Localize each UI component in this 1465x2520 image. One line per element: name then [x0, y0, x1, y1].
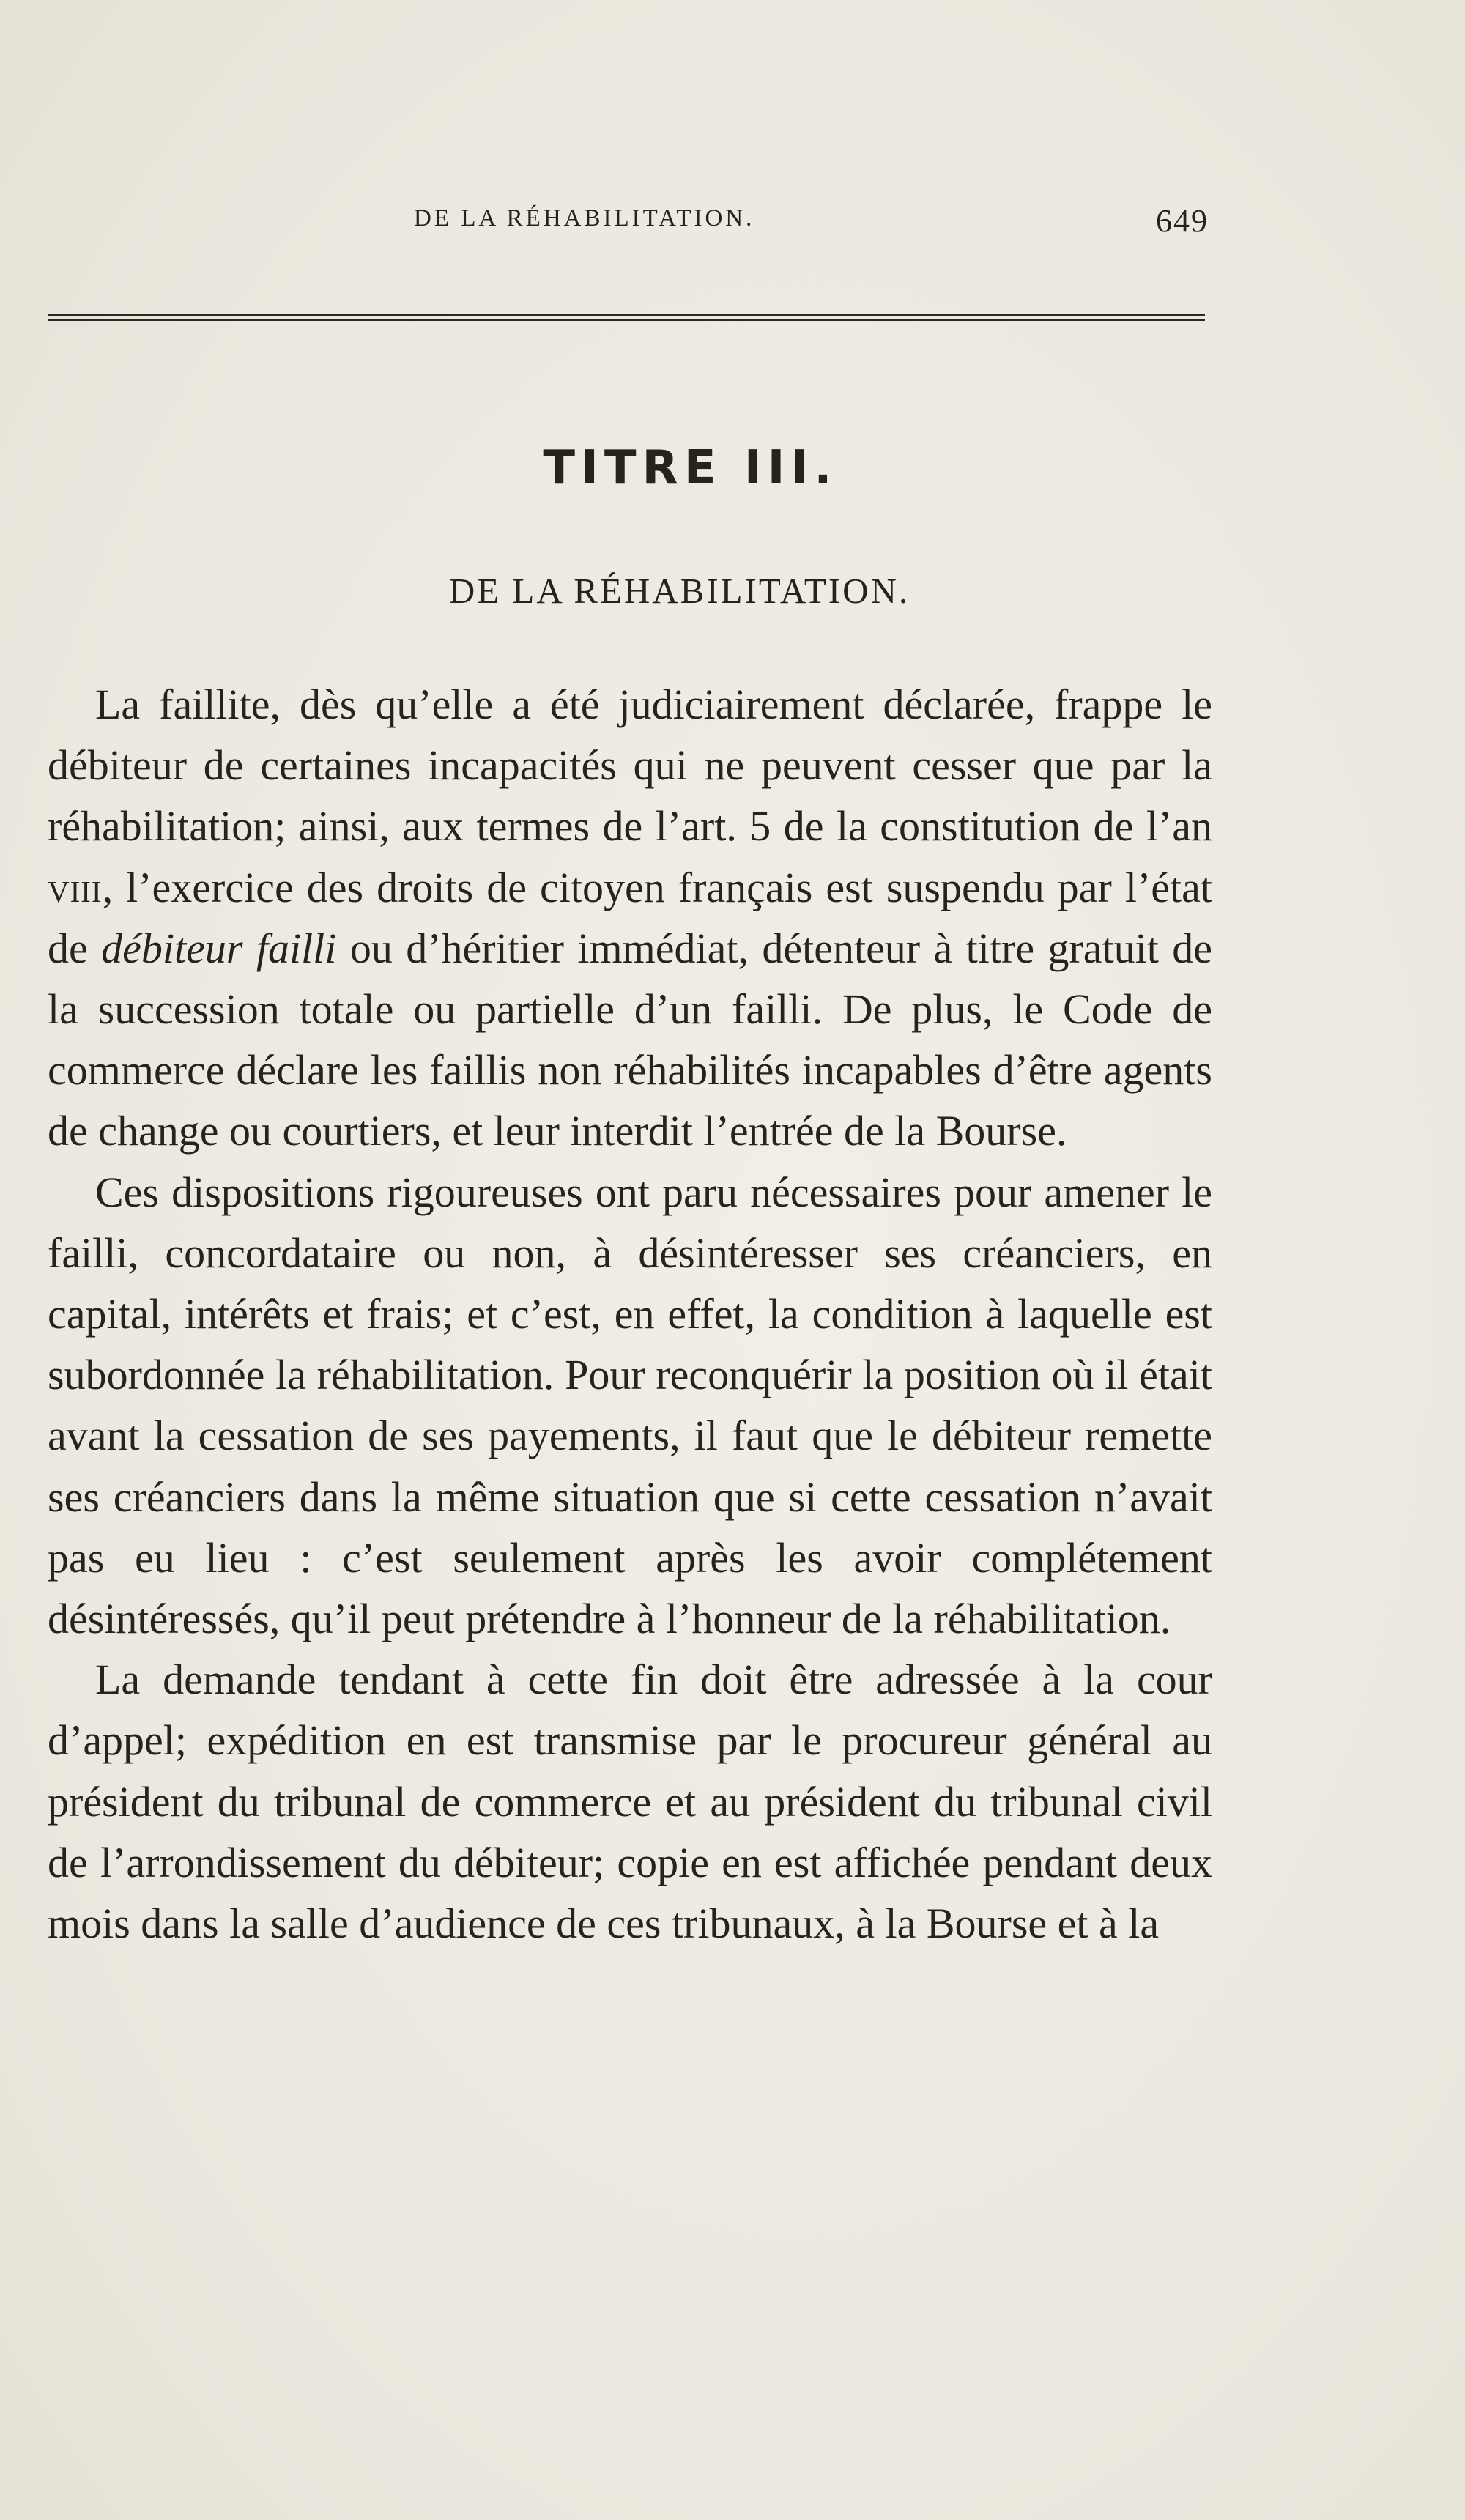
paragraph-3: La demande tendant à cette fin doit être adressée à la cour d’appel; expédition en est transmise par le procureur général au président du tribunal de commerce et au président du tribunal civil de l’arrondissement du débiteur; copie en est affichée pendant deux mois dans la salle d’audience de ces tribunaux, à la Bourse et à la	[48, 1656, 1212, 1948]
year-numeral: viii	[48, 863, 103, 911]
section-title: TITRE III.	[543, 441, 838, 495]
page-number: 649	[1156, 203, 1209, 239]
paragraph-2: Ces dispositions rigoureuses ont paru nécessaires pour amener le failli, concordataire ou non, à désintéresser ses créanciers, en capital, intérêts et frais; et c’est, en effet, la condition à laquelle est subordonnée la réhabilitation. Pour reconquérir la position où il était avant la cessation de ses payements, il faut que le débiteur remette ses créanciers dans la même situation que si cette cessation n’avait pas eu lieu : c’est seulement après les avoir complétement désintéressés, qu’il peut prétendre à l’honneur de la réhabilitation.	[48, 1168, 1212, 1643]
header-double-rule	[48, 314, 1205, 321]
paragraph-1-text-b: , l’exercice des droits de citoyen français est suspendu par l’état de	[48, 863, 1212, 972]
running-head	[44, 205, 1209, 256]
body-text	[48, 674, 1212, 1954]
running-title: DE LA RÉHABILITATION.	[414, 205, 755, 231]
paragraph-1	[48, 674, 1212, 1162]
emphasis-debiteur-failli: débiteur failli	[101, 924, 337, 972]
paragraph-1-text-a: La faillite, dès qu’elle a été judiciairement déclarée, frappe le débiteur de certaines incapacités qui ne peuvent cesser que par la réhabilitation; ainsi, aux termes de l’art. 5 de la constitution de l’an	[48, 681, 1212, 850]
section-subtitle: DE LA RÉHABILITATION.	[448, 571, 910, 611]
paragraph-1-text-c: ou d’héritier immédiat, détenteur à titre gratuit de la succession totale ou partielle d’un failli. De plus, le Code de commerce déclare les faillis non réhabilités incapables d’être agents de change ou courtiers, et leur interdit l’entrée de la Bourse.	[48, 924, 1213, 1155]
